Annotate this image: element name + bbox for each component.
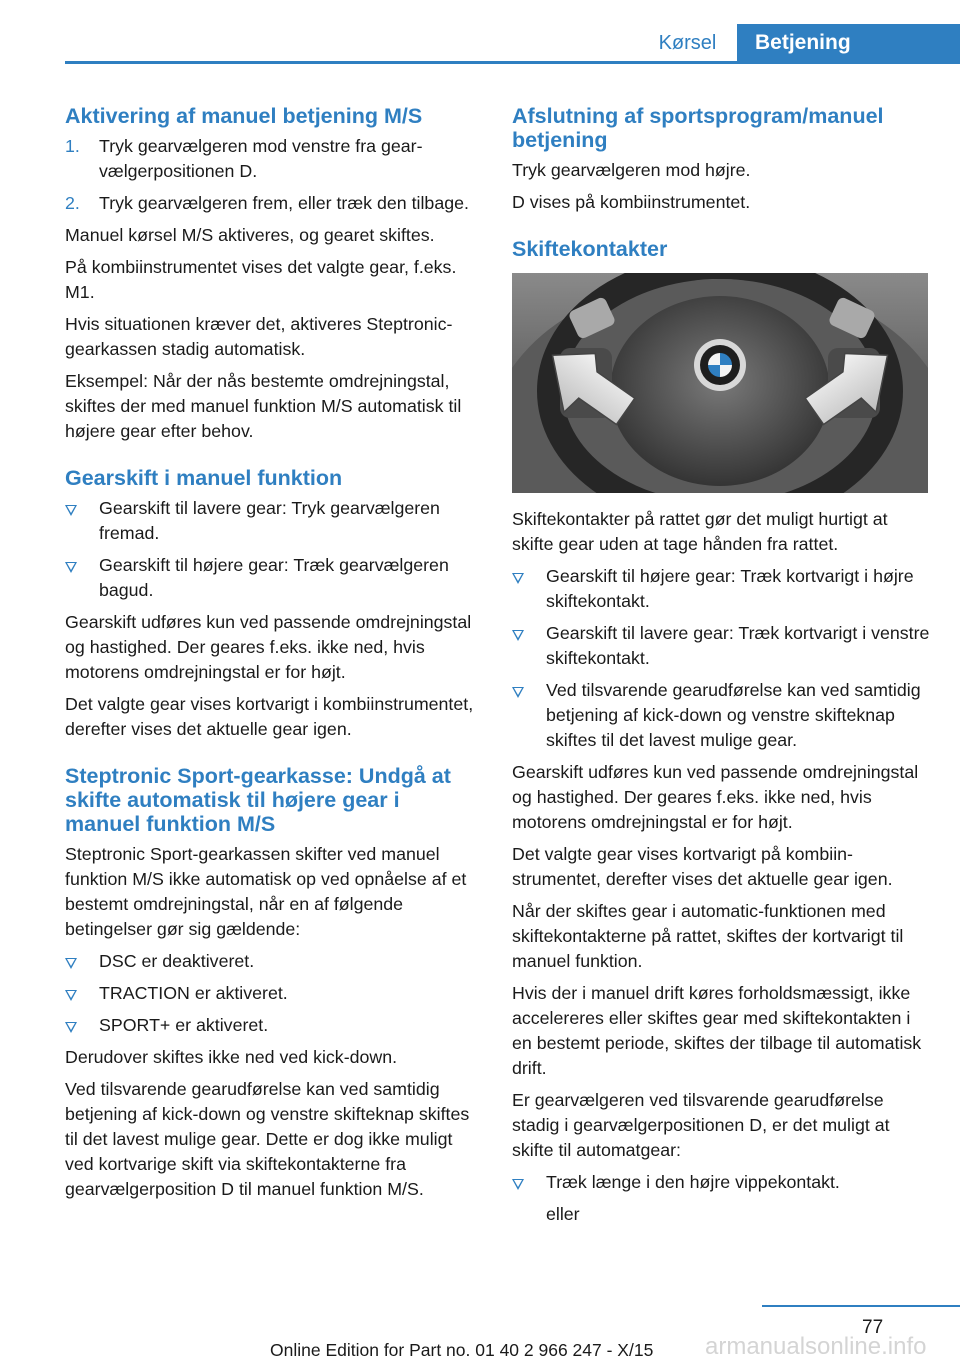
bullet-item: SPORT+ er aktiveret. [65,1013,480,1038]
footer-divider [762,1305,960,1307]
bullet-item: Gearskift til højere gear: Træk gearvælgeren bagud. [65,553,480,603]
paragraph: Er gearvælgeren ved tilsvarende gearudførelse stadig i gearvælgerpositionen D, er det muligt at skifte til automatgear: [512,1090,890,1160]
section-title-gearskift: Gearskift i manuel funktion [65,466,343,490]
paragraph: Tryk gearvælgeren mod højre. [512,160,751,180]
bullet-item: Ved tilsvarende gearudførelse kan ved samtidig betjening af kick-down og venstre skifteknap skiftes til det lavest mulige gear. [512,678,932,753]
watermark: armanualsonline.info [705,1333,927,1360]
tab-betjening[interactable]: Betjening [737,24,960,62]
edition-text: Online Edition for Part no. 01 40 2 966 247 - X/15 [270,1340,654,1360]
paragraph: Det valgte gear vises kortvarigt i kombiinstrumentet, derefter vises det aktuelle gear igen. [65,694,474,739]
triangle-bullet-icon [512,687,524,698]
bullet-item: TRACTION er aktiveret. [65,981,480,1006]
paragraph: Derudover skiftes ikke ned ved kick-down. [65,1047,398,1067]
paragraph: D vises på kombiinstrumentet. [512,192,751,212]
paragraph: Gearskift udføres kun ved passende omdrejningstal og hastighed. Der geares f.eks. ikke ned, hvis motorens omdrejningstal er for højt. [65,612,472,682]
right-column [512,104,932,1227]
tab-korsel[interactable]: Kørsel [658,32,717,54]
section-title-steptronic: Steptronic Sport-gearkasse: Undgå at skifte automatisk til højere gear i manuel funktion M/S [65,764,451,836]
paragraph: Eksempel: Når der nås bestemte omdrejningstal, skiftes der med manuel funktion M/S automatisk til højere gear efter behov. [65,371,462,441]
paragraph: Det valgte gear vises kortvarigt på kombiinstrumentet, derefter vises det aktuelle gear igen. [512,844,893,889]
paragraph: Steptronic Sport-gearkassen skifter ved manuel funktion M/S ikke automatisk op ved opnåelse af et bestemt omdrejningstal, når en af følgende betingelser gør sig gældende: [65,844,467,939]
header-divider [65,61,960,64]
bullet-item: Gearskift til højere gear: Træk kortvarigt i højre skiftekontakt. [512,564,932,614]
paragraph: Gearskift udføres kun ved passende omdrejningstal og hastighed. Der geares f.eks. ikke ned, hvis motorens omdrejningstal er for højt. [512,762,919,832]
triangle-bullet-icon [65,562,77,573]
triangle-bullet-icon [65,958,77,969]
section-title-skiftekontakter: Skiftekontakter [512,237,668,261]
triangle-bullet-icon [65,990,77,1001]
bullet-item: Træk længe i den højre vippekontakt. [512,1170,932,1195]
step-item: 2. Tryk gearvælgeren frem, eller træk den tilbage. [65,193,469,213]
paragraph: På kombiinstrumentet vises det valgte gear, f.eks. M1. [65,257,457,302]
section-title-aktivering: Aktivering af manuel betjening M/S [65,104,423,128]
paragraph: Manuel kørsel M/S aktiveres, og gearet skiftes. [65,225,435,245]
paragraph: Hvis der i manuel drift køres forholdsmæssigt, ikke accelereres eller skiftes gear med skiftekontakten i en bestemt periode, skiftes der tilbage til automatisk drift. [512,983,922,1078]
triangle-bullet-icon [512,630,524,641]
triangle-bullet-icon [512,573,524,584]
bullet-item: Gearskift til lavere gear: Tryk gearvælgeren fremad. [65,496,480,546]
page-number: 77 [862,1317,884,1338]
paragraph: Ved tilsvarende gearudførelse kan ved samtidig betjening af kick-down og venstre skifteknap skiftes til det lavest mulige gear. Dette er dog ikke muligt ved kortvarige skift via skiftekontakterne fra gearvælgerposition D til manuel funktion M/S. [65,1079,470,1199]
paragraph: Skiftekontakter på rattet gør det muligt hurtigt at skifte gear uden at tage hånden fra rattet. [512,509,888,554]
left-column [65,104,480,1209]
bullet-item: DSC er deaktiveret. [65,949,480,974]
triangle-bullet-icon [65,505,77,516]
eller-text: eller [546,1204,580,1224]
triangle-bullet-icon [512,1179,524,1190]
section-title-afslutning: Afslutning af sportsprogram/manuel betjening [512,104,884,152]
triangle-bullet-icon [65,1022,77,1033]
steering-wheel-photo [512,273,928,493]
step-item: 1. Tryk gearvælgeren mod venstre fra gearvælgerpositionen D. [65,136,423,181]
paragraph: Hvis situationen kræver det, aktiveres Steptronic-gearkassen stadig automatisk. [65,314,453,359]
bullet-item: Gearskift til lavere gear: Træk kortvarigt i venstre skiftekontakt. [512,621,932,671]
paragraph: Når der skiftes gear i automatic-funktionen med skiftekontakterne på rattet, skiftes der kortvarigt til manuel funktion. [512,901,904,971]
